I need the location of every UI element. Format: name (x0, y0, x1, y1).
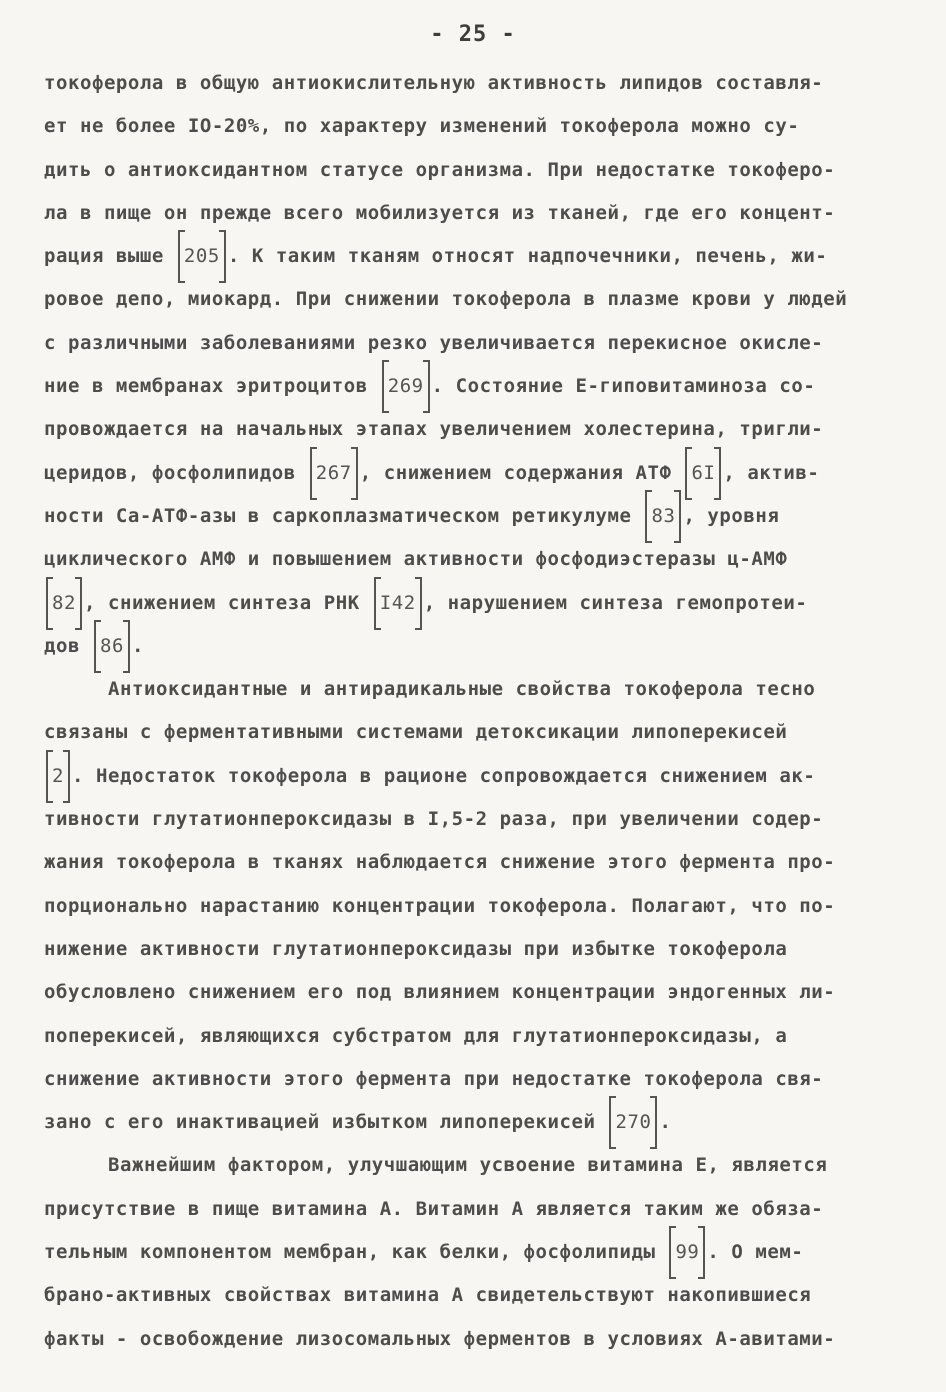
citation-reference: 2 (46, 755, 70, 798)
citation-reference: 99 (669, 1231, 705, 1274)
text-segment: рация выше (44, 245, 176, 268)
text-segment: . К таким тканям относят надпочечники, печень, жи- (227, 245, 828, 268)
page-number: - 25 - (430, 22, 516, 47)
text-line (44, 668, 904, 711)
text-line (44, 105, 904, 148)
text-line (44, 1274, 904, 1317)
text-segment: Антиоксидантные и антирадикальные свойства токоферола тесно (108, 678, 816, 701)
text-segment: факты - освобождение лизосомальных ферментов в условиях А-авитами- (44, 1327, 836, 1350)
text-line (44, 1101, 904, 1144)
text-segment: . Состояние Е-гиповитаминоза со- (431, 375, 816, 398)
text-segment: , уровня (683, 504, 780, 527)
text-line (44, 1318, 904, 1361)
text-segment: брано-активных свойствах витамина А свидетельствуют накопившиеся (44, 1284, 812, 1307)
text-line (44, 192, 904, 235)
text-segment: ла в пище он прежде всего мобилизуется из тканей, где его концент- (44, 201, 836, 224)
text-line (44, 885, 904, 928)
text-segment: провождается на начальных этапах увеличением холестерина, тригли- (44, 418, 824, 441)
citation-reference: 269 (382, 365, 430, 408)
text-segment: , снижением синтеза РНК (83, 591, 372, 614)
text-segment: дов (44, 634, 92, 657)
body-text (44, 62, 904, 1361)
text-line (44, 798, 904, 841)
text-line (44, 1231, 904, 1274)
text-segment: церидов, фосфолипидов (44, 461, 308, 484)
text-segment: поперекисей, являющихся субстратом для глутатионпероксидазы, а (44, 1024, 788, 1047)
text-line (44, 711, 904, 754)
text-line (44, 408, 904, 451)
text-line (44, 841, 904, 884)
text-segment: ности Са-АТФ-азы в саркоплазматическом ретикулуме (44, 504, 644, 527)
citation-reference: 267 (310, 452, 358, 495)
text-line (44, 1015, 904, 1058)
text-segment: нижение активности глутатионпероксидазы при избытке токоферола (44, 937, 788, 960)
text-segment: зано с его инактивацией избытком липоперекисей (44, 1111, 608, 1134)
text-line (44, 495, 904, 538)
text-segment: . (131, 634, 144, 657)
text-line (44, 1144, 904, 1187)
text-line (44, 235, 904, 278)
text-line (44, 928, 904, 971)
citation-reference: 82 (46, 582, 82, 625)
text-segment: дить о антиоксидантном статусе организма. При недостатке токоферо- (44, 158, 836, 181)
citation-reference: 86 (94, 625, 130, 668)
text-line (44, 62, 904, 105)
text-segment: жания токоферола в тканях наблюдается снижение этого фермента про- (44, 851, 836, 874)
text-line (44, 322, 904, 365)
text-segment: Важнейшим фактором, улучшающим усвоение витамина Е, является (108, 1154, 828, 1177)
text-segment: . Недостаток токоферола в рационе сопровождается снижением ак- (72, 764, 816, 787)
citation-reference: 83 (645, 495, 681, 538)
text-segment: токоферола в общую антиокислительную активность липидов составля- (44, 72, 824, 94)
text-segment: ние в мембранах эритроцитов (44, 375, 380, 398)
citation-reference: 205 (178, 235, 226, 278)
text-segment: тельным компонентом мембран, как белки, фосфолипиды (44, 1241, 668, 1264)
text-segment: связаны с ферментативными системами детоксикации липоперекисей (44, 721, 788, 744)
text-line (44, 538, 904, 581)
text-segment: , нарушением синтеза гемопротеи- (423, 591, 808, 614)
text-segment: , снижением содержания АТФ (359, 461, 684, 484)
text-line (44, 452, 904, 495)
text-segment: циклического АМФ и повышением активности фосфодиэстеразы ц-АМФ (44, 548, 788, 571)
text-line (44, 582, 904, 625)
text-segment: . (659, 1111, 672, 1134)
text-line (44, 1188, 904, 1231)
text-segment: тивности глутатионпероксидазы в I,5-2 раза, при увеличении содер- (44, 808, 824, 831)
text-segment: ет не более IO-20%, по характеру изменений токоферола можно су- (44, 115, 800, 138)
text-line (44, 278, 904, 321)
text-segment: обусловлено снижением его под влиянием концентрации эндогенных ли- (44, 981, 836, 1004)
text-segment: ровое депо, миокард. При снижении токоферола в плазме крови у людей (44, 288, 848, 311)
text-line (44, 755, 904, 798)
citation-reference: 6I (685, 452, 721, 495)
text-line (44, 365, 904, 408)
text-segment: , актив- (723, 461, 820, 484)
text-line (44, 149, 904, 192)
text-segment: с различными заболеваниями резко увеличивается перекисное окисле- (44, 331, 824, 354)
text-segment: . О мем- (707, 1241, 804, 1264)
text-segment: снижение активности этого фермента при недостатке токоферола свя- (44, 1067, 824, 1090)
text-segment: порционально нарастанию концентрации токоферола. Полагают, что по- (44, 894, 836, 917)
text-line (44, 971, 904, 1014)
text-line (44, 625, 904, 668)
citation-reference: I42 (374, 582, 422, 625)
citation-reference: 270 (609, 1101, 657, 1144)
text-segment: присутствие в пище витамина А. Витамин А является таким же обяза- (44, 1197, 824, 1220)
text-line (44, 1058, 904, 1101)
